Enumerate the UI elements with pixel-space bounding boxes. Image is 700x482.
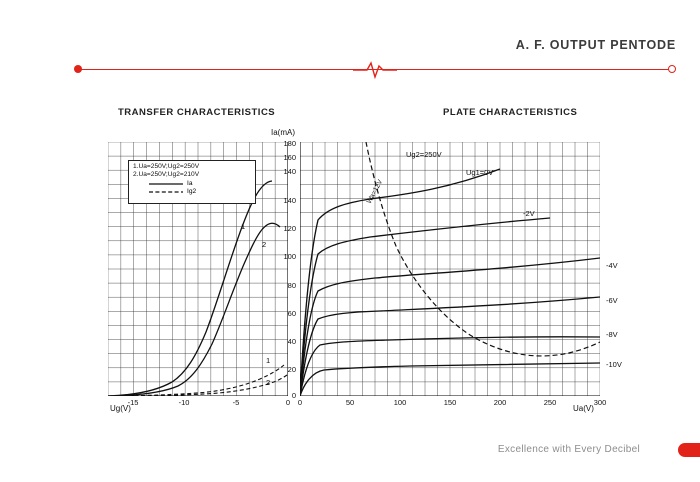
transfer-chart-title: TRANSFER CHARACTERISTICS bbox=[118, 107, 276, 118]
xtick-plate-300: 300 bbox=[593, 398, 607, 407]
plate-characteristics-plot bbox=[300, 142, 600, 396]
ytick-40: 40 bbox=[287, 337, 296, 346]
xtick-plate-100: 100 bbox=[393, 398, 407, 407]
footer-accent-pill bbox=[678, 443, 700, 457]
xtick-plate-150: 150 bbox=[443, 398, 457, 407]
ytick-20: 20 bbox=[287, 365, 296, 374]
transfer-ig2-label-2: 2 bbox=[266, 378, 271, 387]
header-divider bbox=[70, 60, 680, 80]
x-axis-label-transfer: Ug(V) bbox=[110, 404, 131, 413]
curve-ia-1 bbox=[108, 181, 272, 396]
ytick-100: 100 bbox=[283, 252, 296, 261]
xtick-transfer--10: -10 bbox=[178, 398, 190, 407]
transfer-ig2-label-1: 1 bbox=[266, 356, 271, 365]
xtick-plate-200: 200 bbox=[493, 398, 507, 407]
divider-dot-right bbox=[668, 65, 676, 73]
xtick-transfer-0: 0 bbox=[285, 398, 291, 407]
legend-key-ig2 bbox=[133, 188, 251, 195]
xtick-transfer--5: -5 bbox=[232, 398, 240, 407]
legend-line-2: 2.Ua=250V;Ug2=210V bbox=[133, 171, 200, 179]
annotation-minus-8v: -8V bbox=[606, 330, 618, 339]
annotation-minus-10v: -10V bbox=[606, 360, 622, 369]
transfer-curve-label-1: 1 bbox=[241, 222, 246, 231]
legend-key-ia-label: Ia bbox=[187, 180, 193, 188]
annotation-minus-4v: -4V bbox=[606, 261, 618, 270]
annotation-ug1-0v: Ug1=0V bbox=[466, 168, 494, 177]
legend-key-ig2-label: Ig2 bbox=[187, 188, 197, 196]
page-title: A. F. OUTPUT PENTODE bbox=[515, 38, 676, 52]
annotation-plate-dissipation: Wa=12V bbox=[365, 178, 385, 205]
transfer-legend bbox=[128, 160, 256, 204]
transfer-curve-label-2: 2 bbox=[262, 240, 267, 249]
xtick-plate-250: 250 bbox=[543, 398, 557, 407]
solid-line-swatch bbox=[149, 181, 183, 187]
annotation-ug2: Ug2=250V bbox=[406, 150, 442, 159]
annotation-minus-6v: -6V bbox=[606, 296, 618, 305]
ytick-0: 0 bbox=[291, 391, 296, 400]
x-axis-label-plate: Ua(V) bbox=[573, 404, 594, 413]
y-axis-label: Ia(mA) bbox=[271, 128, 295, 137]
legend-key-ia bbox=[133, 180, 251, 187]
ytick-60: 60 bbox=[287, 309, 296, 318]
ytick-180: 180 bbox=[283, 139, 296, 148]
divider-dot-left bbox=[74, 65, 82, 73]
ytick-120: 120 bbox=[283, 224, 296, 233]
ytick-140: 140 bbox=[283, 196, 296, 205]
plate-chart-title: PLATE CHARACTERISTICS bbox=[443, 107, 578, 118]
xtick-transfer--15: -15 bbox=[127, 398, 139, 407]
footer-tagline: Excellence with Every Decibel bbox=[497, 444, 640, 455]
ecg-spike-icon bbox=[353, 60, 397, 80]
xtick-plate-50: 50 bbox=[345, 398, 355, 407]
legend-line-1: 1.Ua=250V;Ug2=250V bbox=[133, 163, 200, 170]
ytick-160: 160 bbox=[283, 153, 296, 162]
ytick-80: 80 bbox=[287, 281, 296, 290]
ytick-140-top: 140 bbox=[283, 167, 296, 176]
annotation-minus-2v: -2V bbox=[523, 209, 535, 218]
xtick-plate-0: 0 bbox=[297, 398, 303, 407]
dashed-line-swatch bbox=[149, 189, 183, 195]
